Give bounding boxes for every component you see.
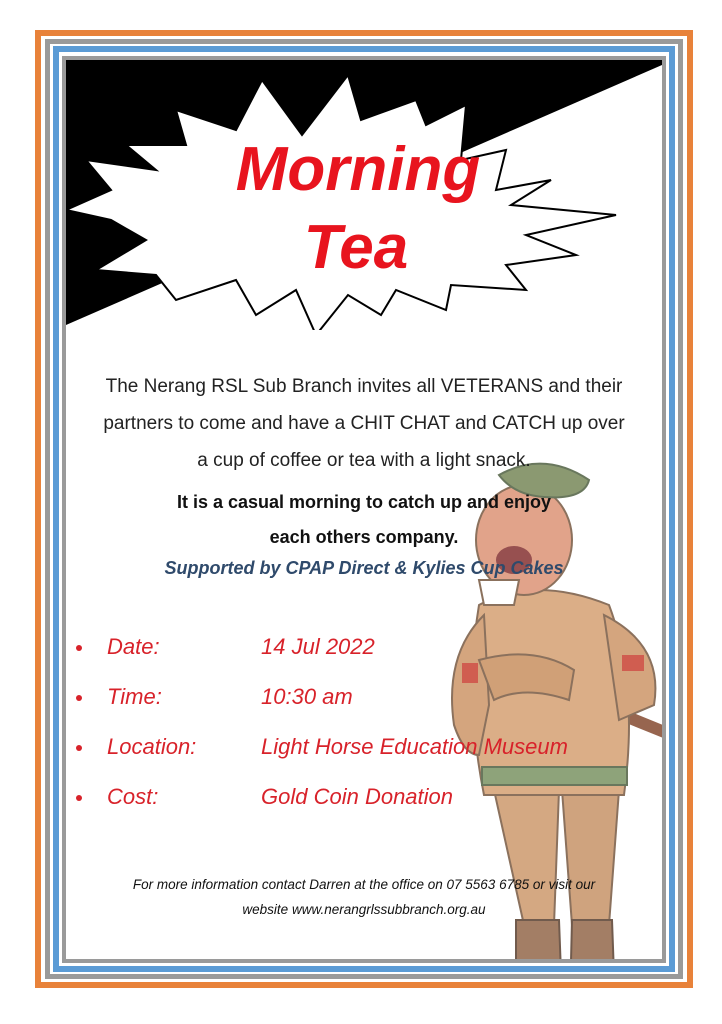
intro-line3: a cup of coffee or tea with a light snack. xyxy=(197,450,531,471)
detail-row-location xyxy=(66,734,662,764)
cost-value: Gold Coin Donation xyxy=(261,784,454,809)
emphasis-line2: each others company. xyxy=(269,527,459,547)
intro-line2: partners to come and have a CHIT CHAT and CATCH up over xyxy=(103,413,625,434)
left-boot-shape xyxy=(496,920,562,959)
detail-row-cost xyxy=(66,784,662,814)
bullet-icon xyxy=(76,745,82,751)
detail-row-date xyxy=(66,634,662,664)
intro-paragraph xyxy=(66,368,662,479)
location-label: Location: xyxy=(107,734,197,759)
bullet-icon xyxy=(76,695,82,701)
time-value: 10:30 am xyxy=(261,684,353,709)
left-patch-shape xyxy=(462,663,478,683)
right-boot-shape xyxy=(570,920,656,959)
title-line1: Morning xyxy=(235,135,481,204)
flyer-page xyxy=(66,60,662,959)
belt-shape xyxy=(482,767,627,785)
date-value: 14 Jul 2022 xyxy=(261,634,375,659)
bullet-icon xyxy=(76,645,82,651)
contact-line1: For more information contact Darren at the office on 07 5563 6785 or visit our xyxy=(132,877,596,892)
cost-label: Cost: xyxy=(107,784,159,809)
contact-line2: website www.nerangrlssubbranch.org.au xyxy=(242,902,486,917)
sponsor-text: Supported by CPAP Direct & Kylies Cup Cakes xyxy=(164,558,564,578)
intro-line1: The Nerang RSL Sub Branch invites all VETERANS and their xyxy=(105,376,623,397)
location-value: Light Horse Education Museum xyxy=(261,734,568,759)
bullet-icon xyxy=(76,795,82,801)
teacup-shape xyxy=(479,580,519,605)
contact-info xyxy=(66,872,662,922)
detail-row-time xyxy=(66,684,662,714)
title-banner xyxy=(66,60,662,330)
time-label: Time: xyxy=(107,684,162,709)
title-line2: Tea xyxy=(303,213,409,282)
emphasis-line1: It is a casual morning to catch up and enjoy xyxy=(176,492,552,512)
emphasis-paragraph xyxy=(66,485,662,555)
date-label: Date: xyxy=(107,634,160,659)
